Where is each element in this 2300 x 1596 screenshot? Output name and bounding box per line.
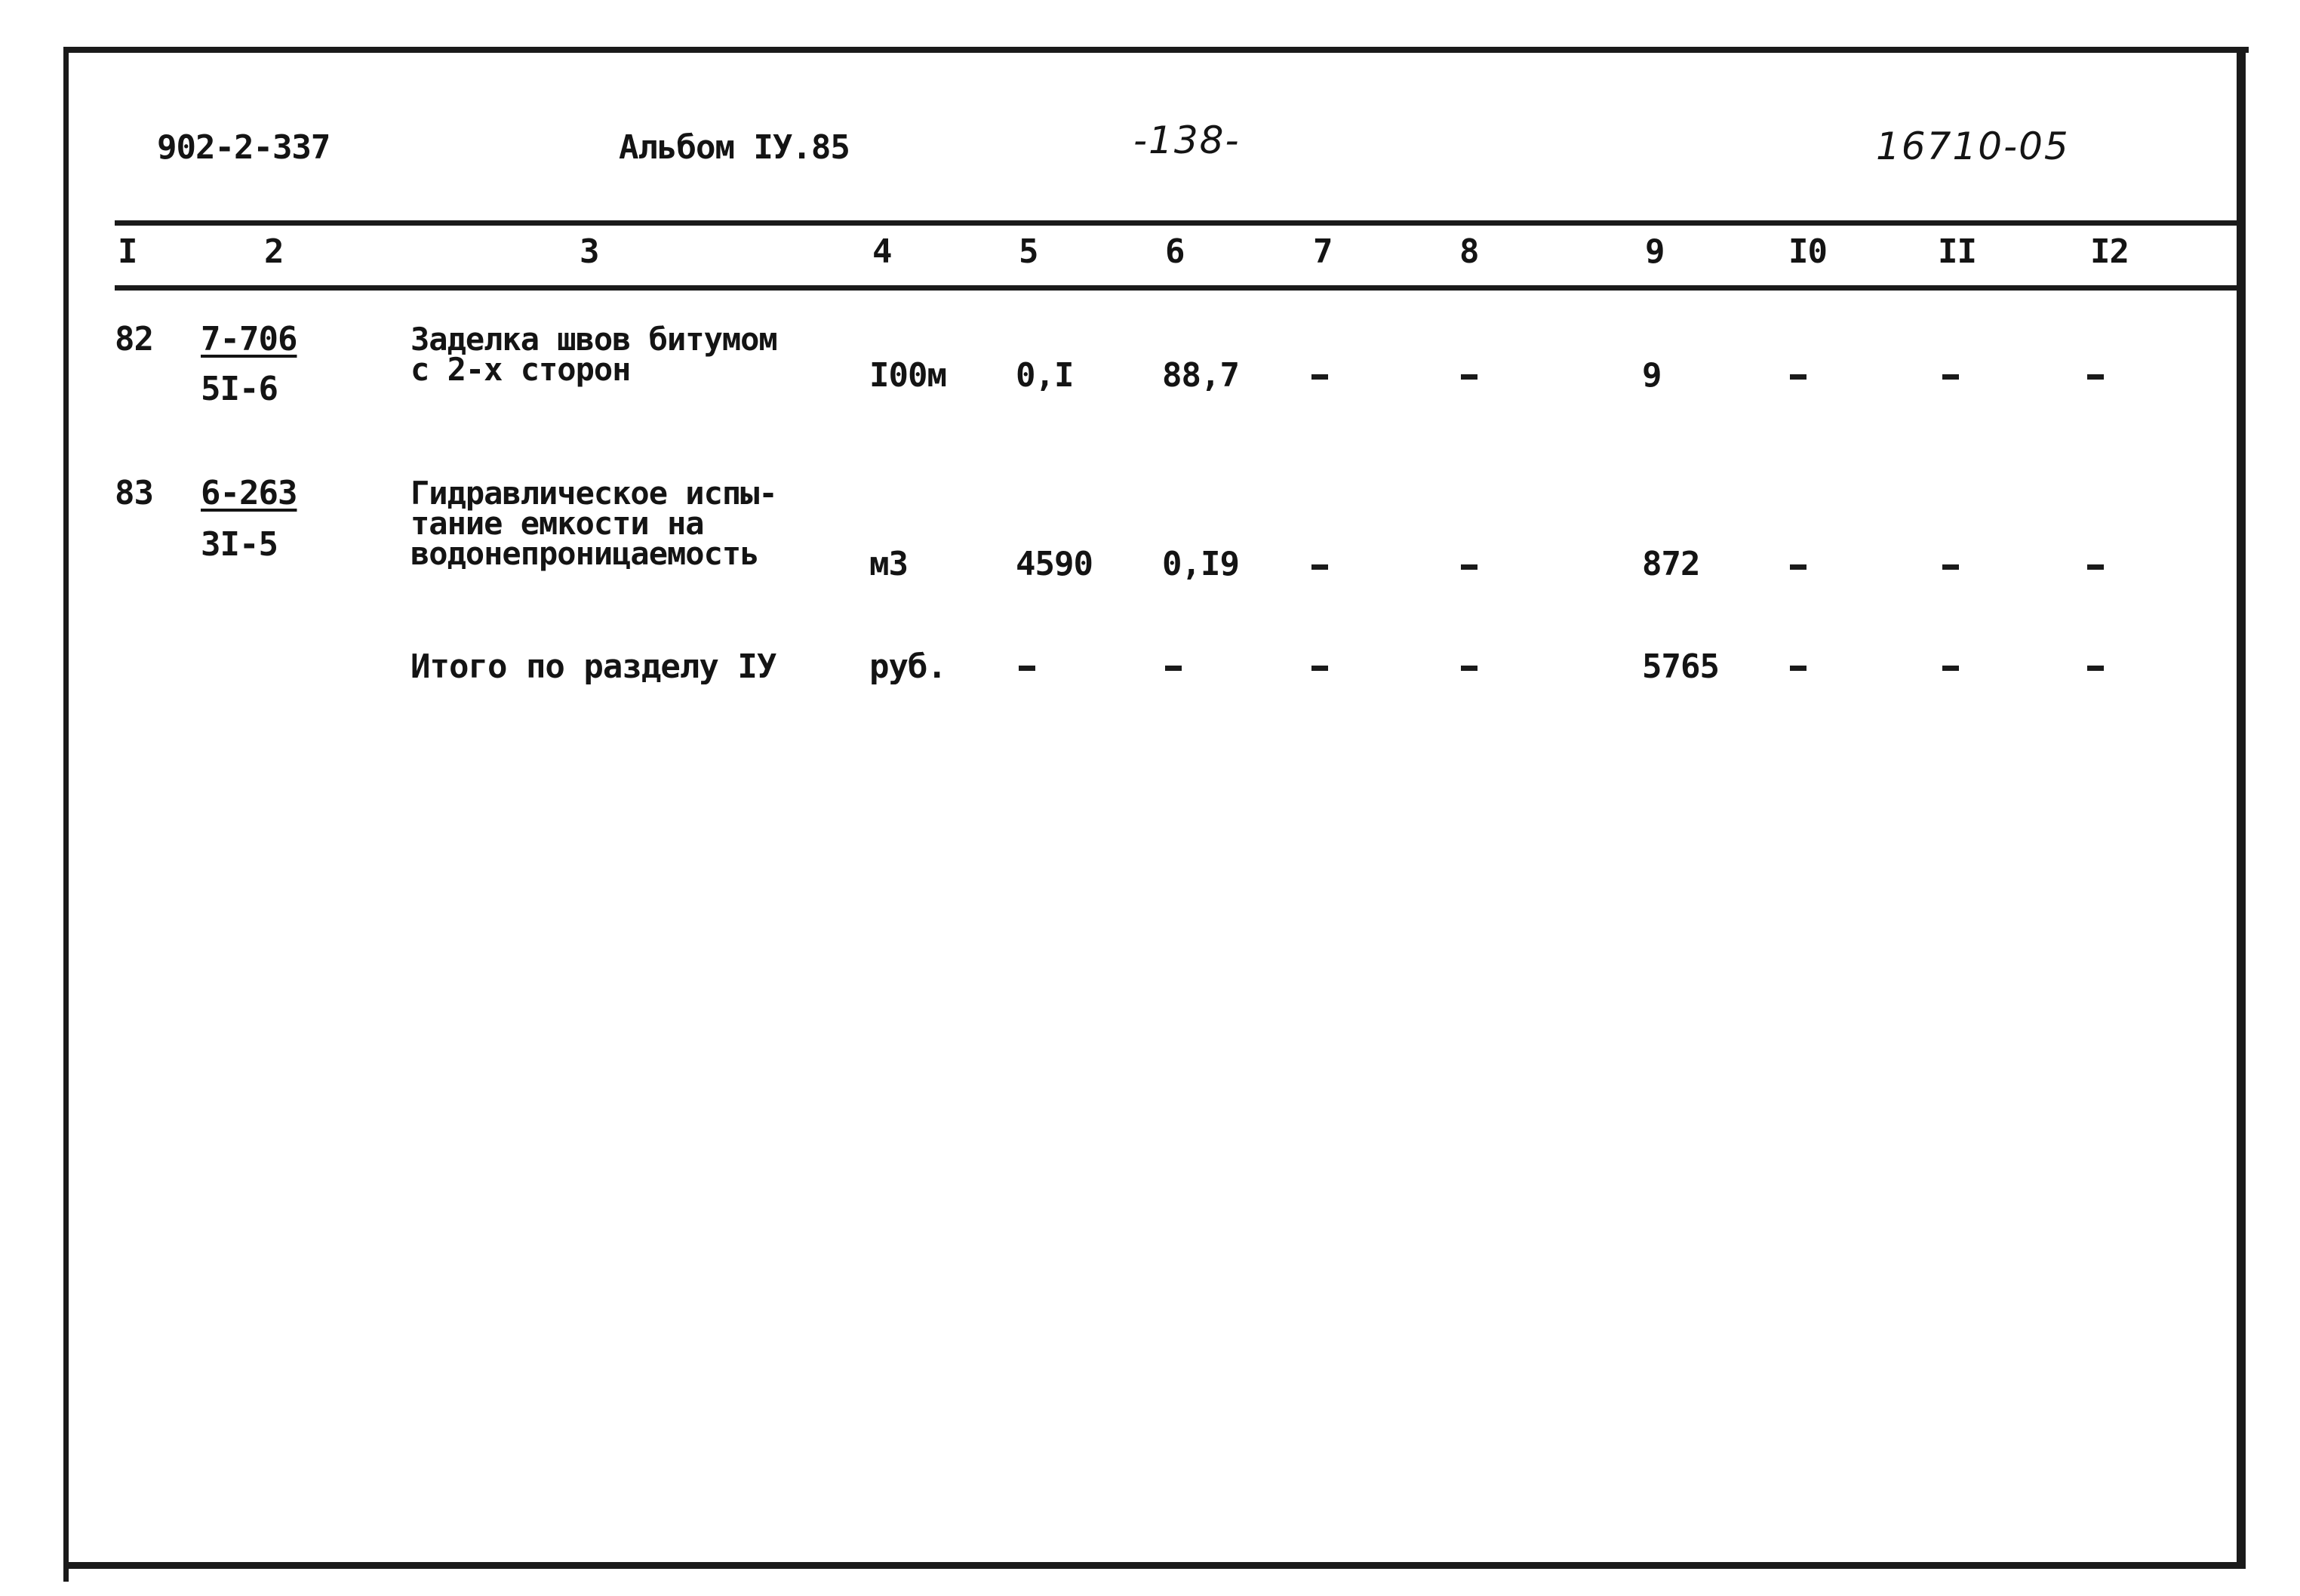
price-code: 3I-5 [201, 525, 278, 564]
row-number: 82 [115, 320, 153, 358]
column-header: 3 [580, 232, 599, 271]
unit-price: 0,I9 [1162, 545, 1239, 583]
empty-cell-dash [2087, 374, 2104, 380]
empty-cell-dash [1461, 666, 1477, 671]
total-unit: руб. [869, 647, 946, 686]
column-header: I2 [2090, 232, 2129, 271]
column-header: 9 [1645, 232, 1665, 271]
project-code: 902-2-337 [157, 128, 331, 167]
total-label: Итого по разделу IУ [410, 647, 776, 686]
empty-cell-dash [2087, 666, 2104, 671]
empty-cell-dash [1942, 666, 1959, 671]
total-cost: 5765 [1642, 647, 1719, 686]
price-code: 5I-6 [201, 370, 278, 408]
frame-right-border [2237, 47, 2246, 1567]
empty-cell-dash [1790, 564, 1806, 570]
header-rule-top [115, 220, 2237, 226]
column-header: I0 [1788, 232, 1827, 271]
column-header: I [118, 232, 137, 271]
norm-code: 6-263 [201, 474, 297, 512]
empty-cell-dash [1461, 374, 1477, 380]
empty-cell-dash [1311, 666, 1328, 671]
unit: I00м [869, 356, 946, 395]
empty-cell-dash [1790, 374, 1806, 380]
empty-cell-dash [1461, 564, 1477, 570]
header-rule-bottom [115, 285, 2237, 291]
empty-cell-dash [1019, 666, 1035, 671]
frame-bottom-border [63, 1562, 2246, 1569]
empty-cell-dash [1165, 666, 1182, 671]
column-header: 2 [264, 232, 284, 271]
empty-cell-dash [1311, 564, 1328, 570]
row-number: 83 [115, 474, 153, 512]
column-header: 8 [1459, 232, 1479, 271]
empty-cell-dash [1942, 564, 1959, 570]
unit-price: 88,7 [1162, 356, 1239, 395]
column-header: 4 [872, 232, 892, 271]
total-cost: 9 [1642, 356, 1662, 395]
frame-top-border [63, 47, 2249, 53]
frame-left-border [63, 47, 69, 1582]
work-description: Заделка швов битумом с 2-х сторон [410, 321, 777, 388]
quantity: 4590 [1016, 545, 1093, 583]
column-header: II [1938, 232, 1976, 271]
column-header: 5 [1019, 232, 1038, 271]
empty-cell-dash [2087, 564, 2104, 570]
column-header: 6 [1165, 232, 1185, 271]
empty-cell-dash [1311, 374, 1328, 380]
total-cost: 872 [1642, 545, 1700, 583]
album-title: Альбом IУ.85 [619, 128, 850, 167]
empty-cell-dash [1790, 666, 1806, 671]
column-header: 7 [1313, 232, 1333, 271]
unit: м3 [869, 545, 908, 583]
work-description: Гидравлическое испы- тание емкости на водонепроницаемость [410, 475, 777, 572]
quantity: 0,I [1016, 356, 1074, 395]
empty-cell-dash [1942, 374, 1959, 380]
document-number: 16710-05 [1876, 125, 2070, 168]
page-number: -138- [1133, 118, 1241, 162]
norm-code: 7-706 [201, 320, 297, 358]
